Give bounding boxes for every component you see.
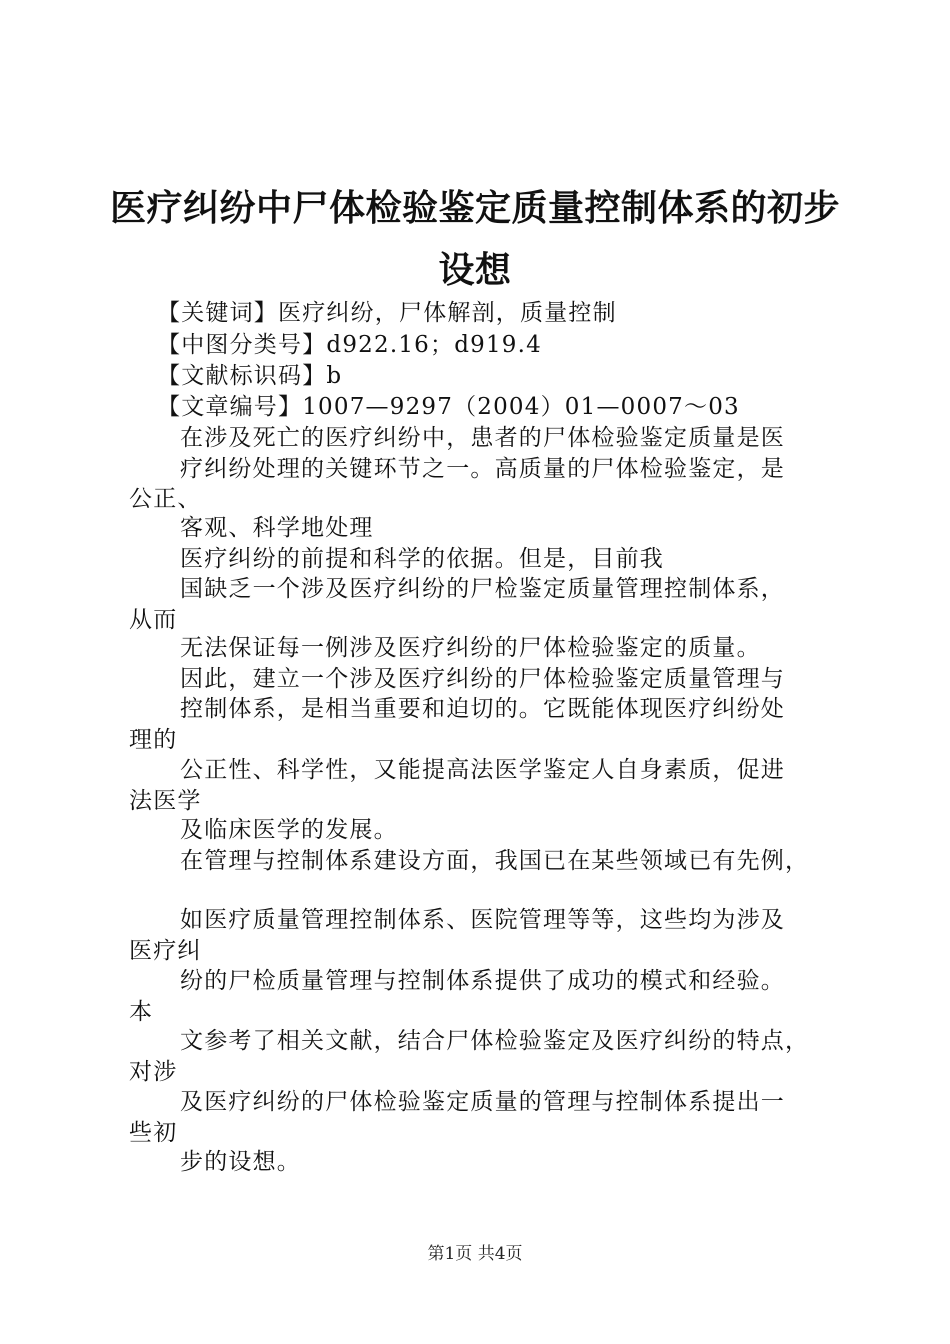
- body-line: 客观、科学地处理: [180, 515, 374, 541]
- body-line: 及医疗纠纷的尸体检验鉴定质量的管理与控制体系提出一: [180, 1089, 785, 1115]
- document-code-line: 【文献标识码】b: [157, 363, 343, 389]
- document-title-line-1: 医疗纠纷中尸体检验鉴定质量控制体系的初步: [109, 188, 840, 229]
- keywords-line: 【关键词】医疗纠纷，尸体解剖，质量控制: [157, 300, 617, 326]
- body-line: 医疗纠: [129, 938, 202, 964]
- classification-line: 【中图分类号】d922.16；d919.4: [157, 332, 542, 358]
- body-line: 些初: [129, 1120, 178, 1146]
- body-line: 理的: [129, 727, 178, 753]
- body-line: 本: [129, 999, 154, 1025]
- body-line: 医疗纠纷的前提和科学的依据。但是，目前我: [180, 546, 664, 572]
- body-line: 公正、: [129, 486, 202, 512]
- body-line: 法医学: [129, 788, 202, 814]
- body-line: 从而: [129, 607, 178, 633]
- body-line: 控制体系，是相当重要和迫切的。它既能体现医疗纠纷处: [180, 696, 785, 722]
- body-line: 因此，建立一个涉及医疗纠纷的尸体检验鉴定质量管理与: [180, 666, 785, 692]
- body-line: 疗纠纷处理的关键环节之一。高质量的尸体检验鉴定，是: [180, 456, 785, 482]
- body-line: 国缺乏一个涉及医疗纠纷的尸检鉴定质量管理控制体系，: [180, 576, 785, 602]
- body-line: 在涉及死亡的医疗纠纷中，患者的尸体检验鉴定质量是医: [180, 425, 785, 451]
- document-title-line-2: 设想: [438, 250, 512, 291]
- body-line: 及临床医学的发展。: [180, 817, 398, 843]
- body-line: 对涉: [129, 1059, 178, 1085]
- article-number-line: 【文章编号】1007—9297（2004）01—0007～03: [157, 394, 740, 420]
- body-line: 步的设想。: [180, 1149, 301, 1175]
- body-line: 文参考了相关文献，结合尸体检验鉴定及医疗纠纷的特点，: [180, 1028, 810, 1054]
- body-line: 无法保证每一例涉及医疗纠纷的尸体检验鉴定的质量。: [180, 635, 761, 661]
- body-line: 如医疗质量管理控制体系、医院管理等等，这些均为涉及: [180, 907, 785, 933]
- page-number-footer: 第1页 共4页: [427, 1244, 523, 1264]
- body-line: 在管理与控制体系建设方面，我国已在某些领域已有先例，: [180, 848, 810, 874]
- body-line: 公正性、科学性，又能提高法医学鉴定人自身素质，促进: [180, 757, 785, 783]
- body-line: 纷的尸检质量管理与控制体系提供了成功的模式和经验。: [180, 968, 785, 994]
